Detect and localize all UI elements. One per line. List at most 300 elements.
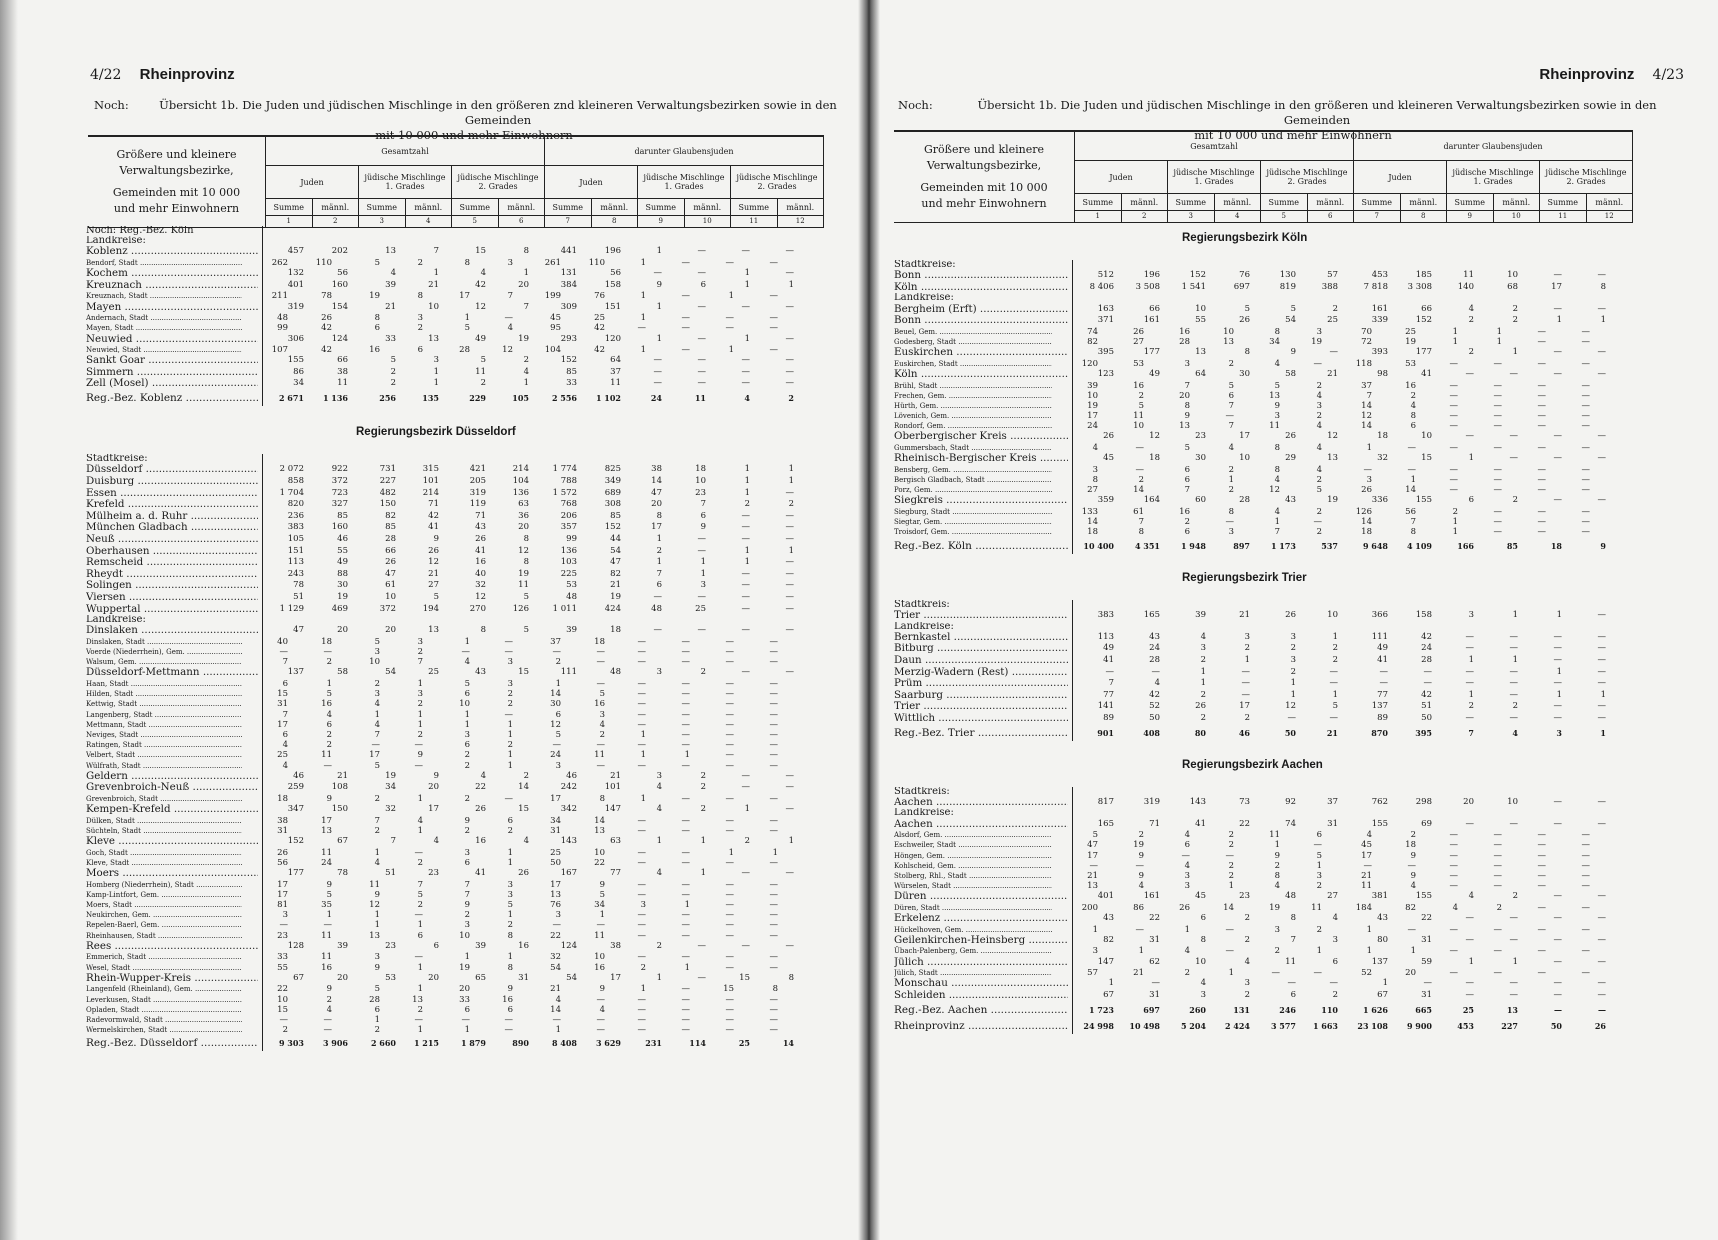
cell-value: — bbox=[769, 689, 778, 700]
row-label: Monschau ..... bbox=[894, 978, 1068, 989]
cell-value: — bbox=[1089, 860, 1098, 871]
cell-value: — bbox=[769, 709, 778, 720]
cell-value: — bbox=[741, 782, 750, 793]
cell-value: 293 bbox=[560, 333, 577, 344]
cell-value: 7 bbox=[1410, 517, 1416, 528]
cell-value: 4 bbox=[1468, 303, 1474, 314]
cell-value: 393 bbox=[1371, 347, 1388, 358]
cell-value: — bbox=[596, 657, 605, 668]
cell-value: 2 bbox=[1228, 485, 1234, 496]
cell-value: — bbox=[785, 487, 794, 498]
cell-value: — bbox=[552, 647, 561, 658]
cell-value: — bbox=[1493, 506, 1502, 517]
cell-value: — bbox=[1135, 443, 1144, 454]
cell-value: 2 bbox=[700, 770, 706, 781]
cell-value: 3 bbox=[1184, 358, 1190, 369]
table-row bbox=[86, 568, 794, 581]
row-label: Übach-Palenberg, Gem. ..... bbox=[894, 946, 1052, 956]
cell-value: 10 bbox=[428, 301, 439, 312]
cell-value: 22 bbox=[1149, 913, 1160, 924]
cell-value: 27 bbox=[1087, 485, 1098, 496]
cell-value: 92 bbox=[1285, 796, 1296, 807]
table-row bbox=[86, 793, 778, 804]
cell-value: 4 bbox=[1200, 631, 1206, 642]
cell-value: 9 bbox=[1410, 850, 1416, 861]
cell-value: — bbox=[414, 740, 423, 751]
cell-value: — bbox=[681, 920, 690, 931]
cell-value: 1 bbox=[374, 910, 380, 921]
cell-value: 4 bbox=[1512, 727, 1518, 738]
cell-value: 7 bbox=[282, 709, 288, 720]
cell-value: — bbox=[1597, 678, 1606, 689]
table-row bbox=[894, 913, 1606, 925]
cell-value: — bbox=[741, 580, 750, 591]
cell-value: 13 bbox=[428, 625, 439, 636]
table-row bbox=[894, 818, 1606, 831]
category-header: jüdische Mischlinge 1. Grades bbox=[1168, 161, 1261, 194]
cell-value: 723 bbox=[331, 487, 348, 498]
cell-value: 54 bbox=[385, 667, 396, 678]
cell-value: 78 bbox=[293, 580, 304, 591]
cell-value: 17 bbox=[1087, 850, 1098, 861]
cell-value: — bbox=[681, 679, 690, 690]
cell-value: 67 bbox=[1377, 990, 1388, 1000]
cell-value: 152 bbox=[604, 522, 621, 533]
cell-value: — bbox=[681, 1014, 690, 1025]
cell-value: — bbox=[1449, 850, 1458, 861]
cell-value: — bbox=[1581, 390, 1590, 401]
cell-value: — bbox=[725, 857, 734, 868]
cell-value: 39 bbox=[1195, 609, 1206, 620]
cell-value: — bbox=[725, 910, 734, 921]
cell-value: 6 bbox=[326, 719, 332, 730]
cell-value: 2 bbox=[480, 378, 486, 389]
row-label: Bergheim (Erft) ..... bbox=[894, 304, 1068, 315]
cell-value: 46 bbox=[566, 770, 577, 781]
cell-value: 211 bbox=[271, 291, 288, 302]
cell-value: 2 bbox=[1512, 891, 1518, 902]
summe-header: Summe bbox=[1075, 194, 1122, 211]
cell-value: 4 bbox=[1274, 475, 1280, 485]
cell-value: 53 bbox=[385, 972, 396, 983]
cell-value: 9 648 bbox=[1362, 540, 1388, 551]
cell-value: 6 bbox=[1290, 990, 1296, 1000]
cell-value: 56 bbox=[1405, 506, 1416, 517]
group-label-row bbox=[86, 226, 262, 236]
page-edge bbox=[0, 0, 18, 1240]
cell-value: — bbox=[1493, 475, 1502, 485]
cell-value: — bbox=[596, 679, 605, 690]
table-row bbox=[86, 940, 794, 953]
cell-value: 41 bbox=[475, 545, 486, 556]
cell-value: 11 bbox=[1269, 421, 1280, 432]
cell-value: 3 bbox=[1200, 990, 1206, 1000]
cell-value: 7 818 bbox=[1363, 281, 1388, 292]
cell-value: 3 577 bbox=[1270, 1020, 1296, 1031]
cell-value: 53 bbox=[1405, 358, 1416, 369]
cell-value: 155 bbox=[287, 355, 304, 366]
table-row bbox=[894, 347, 1606, 359]
cell-value: 64 bbox=[610, 355, 621, 366]
cell-value: 10 bbox=[1223, 326, 1234, 337]
cell-value: — bbox=[1407, 443, 1416, 454]
cell-value: 1 bbox=[507, 952, 513, 963]
cell-value: — bbox=[1537, 870, 1546, 881]
cell-value: 8 bbox=[1410, 527, 1416, 538]
section-rows bbox=[86, 226, 794, 406]
row-label: Stadtkreise: bbox=[894, 260, 956, 270]
cell-value: 6 bbox=[1184, 464, 1190, 475]
cell-value: 1 bbox=[1410, 946, 1416, 957]
cell-value: 12 bbox=[1327, 431, 1338, 442]
row-label: Frechen, Gem. ..... bbox=[894, 391, 1052, 401]
table-row bbox=[894, 443, 1590, 454]
cell-value: — bbox=[1581, 358, 1590, 369]
cell-value: 9 bbox=[326, 793, 332, 804]
cell-value: 2 bbox=[326, 729, 332, 740]
cell-value: 45 bbox=[1195, 891, 1206, 902]
cell-value: 14 bbox=[550, 1004, 561, 1015]
cell-value: 9 bbox=[1274, 400, 1280, 411]
cell-value: 665 bbox=[1415, 1004, 1432, 1015]
cell-value: 18 bbox=[1361, 527, 1372, 538]
cell-value: — bbox=[1553, 431, 1562, 442]
cell-value: 383 bbox=[287, 522, 304, 533]
cell-value: 319 bbox=[1143, 796, 1160, 807]
cell-value: — bbox=[785, 568, 794, 579]
cell-value: — bbox=[1493, 411, 1502, 422]
cell-value: 1 bbox=[507, 729, 513, 740]
cell-value: 23 bbox=[1195, 431, 1206, 442]
cell-value: 1 bbox=[464, 313, 470, 324]
cell-value: — bbox=[725, 699, 734, 710]
row-label: Landkreise: bbox=[894, 293, 954, 304]
cell-value: 3 bbox=[1244, 978, 1250, 989]
cell-value: — bbox=[725, 815, 734, 826]
cell-value: 1 bbox=[555, 679, 561, 690]
cell-value: 1 bbox=[744, 487, 750, 498]
column-number: 5 bbox=[452, 216, 499, 228]
cell-value: 1 bbox=[1316, 860, 1322, 871]
cell-value: — bbox=[1241, 666, 1250, 677]
cell-value: — bbox=[1537, 850, 1546, 861]
cell-value: 26 bbox=[475, 533, 486, 544]
cell-value: — bbox=[1493, 517, 1502, 528]
cell-value: 32 bbox=[1377, 453, 1388, 464]
cell-value: — bbox=[785, 246, 794, 257]
cell-value: 4 bbox=[1228, 443, 1234, 454]
cell-value: — bbox=[1465, 712, 1474, 723]
cell-value: 14 bbox=[782, 1038, 794, 1049]
cell-value: 371 bbox=[1097, 315, 1114, 326]
cell-value: 19 bbox=[518, 333, 529, 344]
cell-value: 4 109 bbox=[1406, 540, 1432, 551]
stub-header-line: Größere und kleinere bbox=[116, 148, 237, 161]
row-label: Homberg (Niederrhein), Stadt ..... bbox=[86, 880, 242, 890]
cell-value: 10 bbox=[1195, 956, 1206, 967]
cell-value: 25 bbox=[550, 847, 561, 858]
cell-value: 3 bbox=[374, 689, 380, 700]
cell-value: 11 bbox=[594, 930, 605, 941]
cell-value: 2 bbox=[507, 825, 513, 836]
table-row bbox=[86, 499, 794, 511]
cell-value: — bbox=[637, 825, 646, 836]
cell-value: 30 bbox=[1195, 453, 1206, 464]
row-label: Landkreise: bbox=[86, 615, 146, 626]
cell-value: 2 bbox=[417, 857, 423, 868]
cell-value: 1 bbox=[1468, 956, 1474, 967]
cell-value: 270 bbox=[469, 603, 486, 614]
cell-value: 158 bbox=[1415, 609, 1432, 620]
cell-value: 1 bbox=[728, 847, 734, 858]
cell-value: 16 bbox=[1405, 380, 1416, 391]
cell-value: 6 bbox=[656, 580, 662, 591]
table-row bbox=[86, 910, 778, 921]
row-label: Höngen, Gem. ..... bbox=[894, 851, 1052, 861]
cell-value: — bbox=[1287, 712, 1296, 723]
cell-value: 13 bbox=[1506, 1004, 1518, 1015]
cell-value: 8 bbox=[1600, 281, 1606, 292]
cell-value: 18 bbox=[594, 636, 605, 647]
cell-value: 5 204 bbox=[1180, 1020, 1206, 1031]
cell-value: — bbox=[1493, 464, 1502, 475]
cell-value: 39 bbox=[566, 625, 577, 636]
cell-value: 23 bbox=[1239, 891, 1250, 902]
cell-value: 9 bbox=[464, 815, 470, 826]
cell-value: 42 bbox=[321, 323, 332, 334]
cell-value: — bbox=[637, 857, 646, 868]
cell-value: 66 bbox=[385, 545, 396, 556]
row-label: Bitburg ..... bbox=[894, 643, 1068, 654]
cell-value: 128 bbox=[287, 940, 304, 951]
cell-value: 152 bbox=[1189, 270, 1206, 281]
cell-value: — bbox=[1537, 924, 1546, 935]
cell-value: 31 bbox=[1421, 990, 1432, 1000]
cell-value: — bbox=[741, 625, 750, 636]
cell-value: — bbox=[1581, 400, 1590, 411]
cell-value: — bbox=[769, 962, 778, 973]
cell-value: 47 bbox=[293, 625, 304, 636]
cell-value: — bbox=[1329, 666, 1338, 677]
cell-value: 3 bbox=[417, 313, 423, 324]
cell-value: 199 bbox=[544, 291, 561, 302]
cell-value: 11 bbox=[1269, 830, 1280, 841]
cell-value: — bbox=[785, 522, 794, 533]
cell-value: 85 bbox=[610, 510, 621, 521]
cell-value: 3 bbox=[464, 729, 470, 740]
row-label: Rondorf, Gem. ..... bbox=[894, 421, 1052, 431]
cell-value: 2 bbox=[1138, 475, 1144, 485]
table-row bbox=[894, 315, 1606, 327]
cell-value: 61 bbox=[1133, 506, 1144, 517]
cell-value: 9 bbox=[599, 984, 605, 995]
cell-value: 41 bbox=[1195, 818, 1206, 829]
cell-value: 74 bbox=[1087, 326, 1098, 337]
cell-value: 5 bbox=[599, 689, 605, 700]
cell-value: 17 bbox=[277, 719, 288, 730]
cell-value: 1 626 bbox=[1362, 1004, 1388, 1015]
cell-value: — bbox=[1597, 796, 1606, 807]
cell-value: — bbox=[681, 291, 690, 302]
cell-value: 383 bbox=[1097, 609, 1114, 620]
cell-value: 48 bbox=[1285, 891, 1296, 902]
cell-value: — bbox=[653, 591, 662, 602]
cell-value: — bbox=[596, 994, 605, 1005]
cell-value: 5 bbox=[507, 900, 513, 910]
cell-value: 17 bbox=[1239, 701, 1250, 712]
table-row bbox=[86, 580, 794, 592]
cell-value: 1 bbox=[464, 1025, 470, 1036]
cell-value: 22 bbox=[1421, 913, 1432, 924]
table-row bbox=[894, 411, 1590, 422]
cell-value: 60 bbox=[1195, 495, 1206, 506]
cell-value: 33 bbox=[277, 952, 288, 963]
cell-value: 14 bbox=[594, 815, 605, 826]
cell-value: 95 bbox=[550, 323, 561, 334]
cell-value: — bbox=[1493, 830, 1502, 841]
cell-value: — bbox=[323, 920, 332, 931]
cell-value: 256 bbox=[379, 393, 396, 404]
row-label: Mülheim a. d. Ruhr ..... bbox=[86, 511, 258, 522]
cell-value: — bbox=[1597, 368, 1606, 379]
table-row bbox=[86, 475, 794, 488]
column-number: 6 bbox=[1307, 211, 1354, 223]
row-label: Gummersbach, Stadt ..... bbox=[894, 443, 1052, 453]
cell-value: 19 bbox=[1269, 902, 1280, 913]
group-label-row bbox=[894, 622, 1072, 632]
cell-value: 231 bbox=[645, 1038, 662, 1049]
cell-value: 16 bbox=[475, 557, 486, 568]
cell-value: 6 bbox=[282, 679, 288, 690]
cell-value: 161 bbox=[1371, 303, 1388, 314]
cell-value: 3 bbox=[464, 847, 470, 858]
cell-value: — bbox=[785, 366, 794, 377]
cell-value: 77 bbox=[610, 868, 621, 879]
cell-value: 11 bbox=[321, 847, 332, 858]
total-row bbox=[86, 1035, 794, 1051]
cell-value: 1 bbox=[640, 793, 646, 804]
cell-value: — bbox=[1537, 506, 1546, 517]
table-row bbox=[86, 729, 778, 740]
cell-value: 262 bbox=[271, 257, 288, 268]
cell-value: 120 bbox=[1081, 358, 1098, 369]
maennl-header: männl. bbox=[312, 199, 359, 216]
cell-value: — bbox=[1581, 411, 1590, 422]
row-label: Andernach, Stadt ..... bbox=[86, 313, 242, 323]
cell-value: 177 bbox=[1415, 347, 1432, 358]
cell-value: — bbox=[1493, 390, 1502, 401]
cell-value: — bbox=[681, 825, 690, 836]
cell-value: — bbox=[769, 815, 778, 826]
row-label: Reg.-Bez. Köln ..... bbox=[894, 538, 1068, 554]
cell-value: 21 bbox=[428, 279, 439, 290]
table-row bbox=[86, 1004, 778, 1015]
cell-value: 2 bbox=[1332, 990, 1338, 1000]
row-label: Alsdorf, Gem. ..... bbox=[894, 830, 1052, 840]
cell-value: 1 bbox=[507, 857, 513, 868]
maennl-header: männl. bbox=[498, 199, 545, 216]
cell-value: 74 bbox=[1285, 818, 1296, 829]
cell-value: — bbox=[741, 510, 750, 521]
cell-value: 11 bbox=[1361, 881, 1372, 892]
cell-value: 20 bbox=[385, 625, 396, 636]
cell-value: — bbox=[681, 1025, 690, 1036]
cell-value: — bbox=[1553, 796, 1562, 807]
cell-value: — bbox=[1553, 643, 1562, 654]
cell-value: 1 bbox=[464, 952, 470, 963]
row-label: Neviges, Stadt ..... bbox=[86, 730, 242, 740]
cell-value: 1 bbox=[744, 333, 750, 344]
cell-value: 56 bbox=[277, 857, 288, 868]
cell-value: 2 bbox=[417, 1004, 423, 1015]
cell-value: 111 bbox=[560, 667, 577, 678]
cell-value: 2 bbox=[1468, 701, 1474, 712]
cell-value: 28 bbox=[1421, 654, 1432, 665]
cell-value: — bbox=[1423, 666, 1432, 677]
cell-value: 25 bbox=[277, 750, 288, 761]
right-running-title: Rheinprovinz bbox=[1539, 66, 1635, 83]
table-row bbox=[894, 968, 1590, 979]
cell-value: 16 bbox=[1133, 380, 1144, 391]
cell-value: 21 bbox=[610, 770, 621, 781]
column-number: 8 bbox=[1400, 211, 1447, 223]
cell-value: 372 bbox=[331, 475, 348, 486]
cell-value: 22 bbox=[475, 782, 486, 793]
cell-value: 23 108 bbox=[1357, 1020, 1388, 1031]
cell-value: — bbox=[1509, 934, 1518, 945]
cell-value: — bbox=[637, 719, 646, 730]
row-label: Daun ..... bbox=[894, 655, 1068, 666]
cell-value: — bbox=[637, 699, 646, 710]
table-row bbox=[86, 994, 778, 1005]
cell-value: 1 774 bbox=[552, 464, 577, 475]
cell-value: 18 bbox=[277, 793, 288, 804]
row-label: Krefeld ..... bbox=[86, 499, 258, 510]
cell-value: — bbox=[769, 889, 778, 900]
cell-value: 5 bbox=[433, 591, 439, 602]
cell-value: — bbox=[504, 793, 513, 804]
cell-value: — bbox=[681, 729, 690, 740]
row-label: Landkreise: bbox=[894, 808, 954, 819]
cell-value: 1 bbox=[788, 836, 794, 847]
cell-value: 1 bbox=[744, 475, 750, 486]
cell-value: 56 bbox=[610, 268, 621, 279]
cell-value: 1 bbox=[417, 793, 423, 804]
row-label: Neuß ..... bbox=[86, 534, 258, 545]
cell-value: 12 bbox=[428, 557, 439, 568]
cell-value: 3 bbox=[1244, 631, 1250, 642]
cell-value: — bbox=[725, 657, 734, 668]
cell-value: 1 129 bbox=[279, 603, 304, 614]
cell-value: — bbox=[1449, 840, 1458, 851]
cell-value: 25 bbox=[594, 313, 605, 324]
cell-value: — bbox=[769, 636, 778, 647]
cell-value: 453 bbox=[1457, 1020, 1474, 1031]
cell-value: 43 bbox=[1285, 495, 1296, 506]
cell-value: 2 bbox=[523, 770, 529, 781]
cell-value: 6 bbox=[507, 815, 513, 826]
cell-value: — bbox=[1449, 411, 1458, 422]
row-label: Neuwied ..... bbox=[86, 334, 258, 345]
cell-value: — bbox=[279, 920, 288, 931]
cell-value: 5 bbox=[326, 689, 332, 700]
table-row bbox=[86, 804, 794, 816]
stub-header-line: und mehr Einwohnern bbox=[113, 202, 240, 215]
cell-value: 5 bbox=[1332, 701, 1338, 712]
cell-value: 19 bbox=[1311, 336, 1322, 347]
cell-value: 1 bbox=[1410, 475, 1416, 485]
cell-value: 2 bbox=[507, 920, 513, 931]
